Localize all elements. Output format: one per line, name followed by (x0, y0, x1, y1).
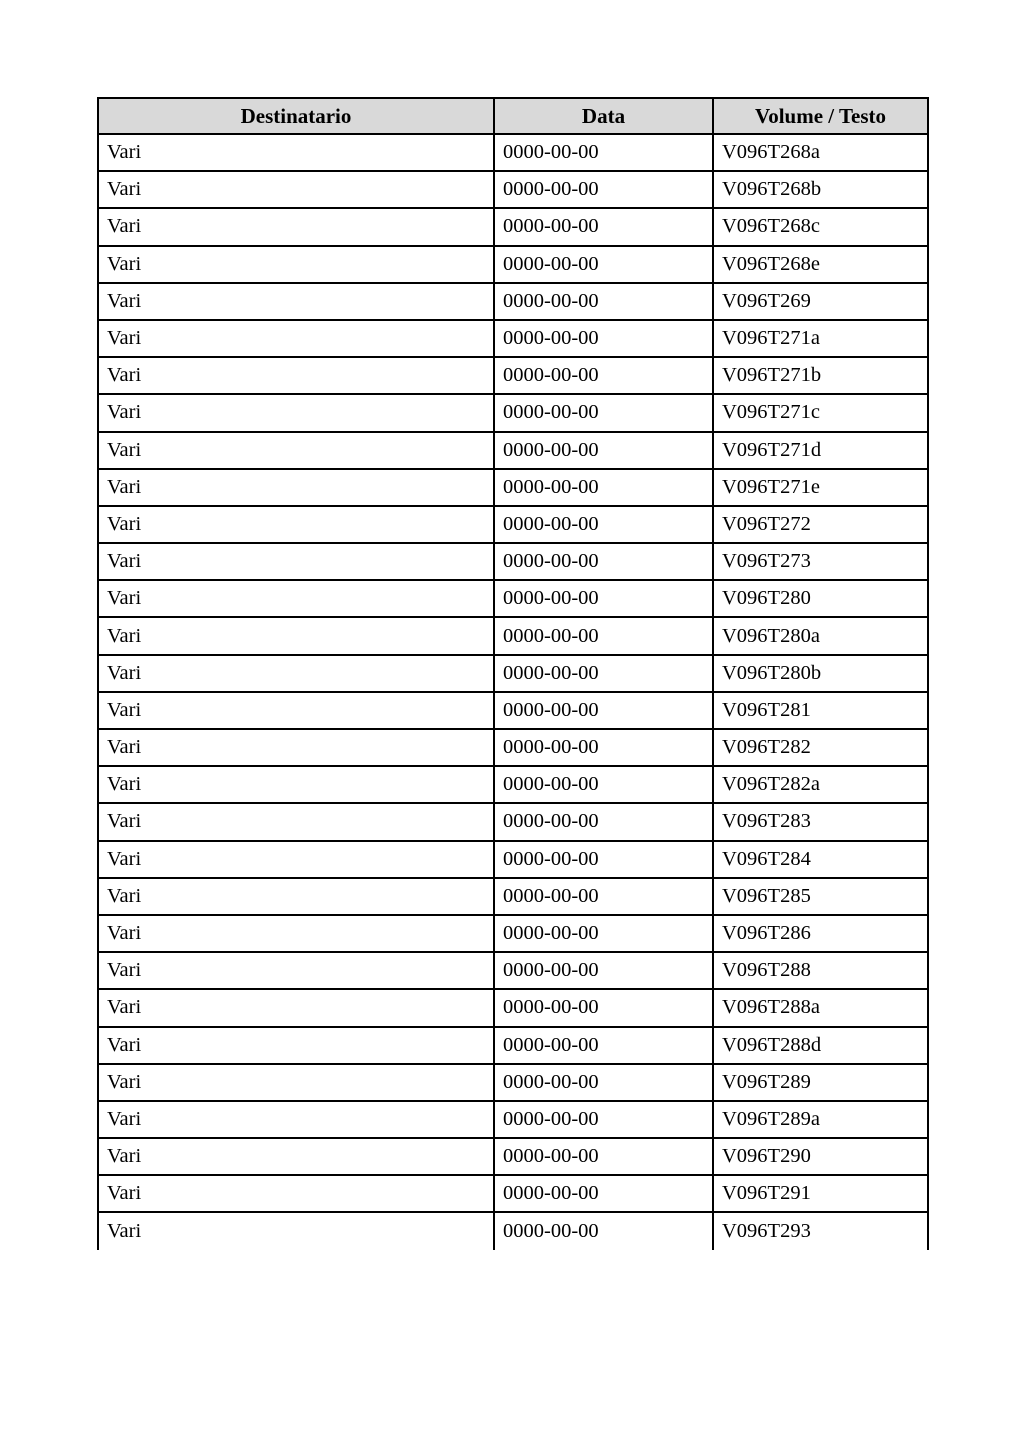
cell-destinatario: Vari (98, 394, 494, 431)
cell-volume: V096T282 (713, 729, 928, 766)
cell-destinatario: Vari (98, 1175, 494, 1212)
table-row (98, 766, 928, 803)
table-row (98, 1027, 928, 1064)
cell-volume: V096T288d (713, 1027, 928, 1064)
cell-volume: V096T293 (713, 1212, 928, 1249)
cell-volume: V096T272 (713, 506, 928, 543)
cell-destinatario: Vari (98, 915, 494, 952)
cell-data: 0000-00-00 (494, 878, 713, 915)
column-header-data: Data (494, 98, 713, 134)
cell-destinatario: Vari (98, 357, 494, 394)
table-row (98, 729, 928, 766)
cell-volume: V096T283 (713, 803, 928, 840)
cell-destinatario: Vari (98, 729, 494, 766)
cell-data: 0000-00-00 (494, 1101, 713, 1138)
cell-volume: V096T280b (713, 655, 928, 692)
table-row (98, 543, 928, 580)
table-row (98, 469, 928, 506)
cell-data: 0000-00-00 (494, 543, 713, 580)
volumes-table (97, 97, 929, 1250)
cell-destinatario: Vari (98, 432, 494, 469)
cell-destinatario: Vari (98, 1101, 494, 1138)
column-header-volume-testo: Volume / Testo (713, 98, 928, 134)
cell-data: 0000-00-00 (494, 357, 713, 394)
cell-destinatario: Vari (98, 171, 494, 208)
cell-volume: V096T271e (713, 469, 928, 506)
cell-destinatario: Vari (98, 134, 494, 171)
cell-volume: V096T286 (713, 915, 928, 952)
table-row (98, 283, 928, 320)
table-row (98, 320, 928, 357)
cell-data: 0000-00-00 (494, 171, 713, 208)
cell-data: 0000-00-00 (494, 989, 713, 1026)
cell-destinatario: Vari (98, 878, 494, 915)
table-row (98, 1212, 928, 1249)
table-row (98, 1175, 928, 1212)
cell-volume: V096T280a (713, 617, 928, 654)
cell-destinatario: Vari (98, 320, 494, 357)
cell-destinatario: Vari (98, 1027, 494, 1064)
cell-volume: V096T271a (713, 320, 928, 357)
cell-volume: V096T289a (713, 1101, 928, 1138)
cell-destinatario: Vari (98, 506, 494, 543)
cell-volume: V096T269 (713, 283, 928, 320)
cell-data: 0000-00-00 (494, 246, 713, 283)
cell-data: 0000-00-00 (494, 841, 713, 878)
cell-destinatario: Vari (98, 1138, 494, 1175)
table-row (98, 803, 928, 840)
table-row (98, 171, 928, 208)
table-row (98, 655, 928, 692)
cell-destinatario: Vari (98, 246, 494, 283)
cell-destinatario: Vari (98, 1212, 494, 1249)
cell-data: 0000-00-00 (494, 1027, 713, 1064)
table-row (98, 617, 928, 654)
table-row (98, 989, 928, 1026)
cell-data: 0000-00-00 (494, 506, 713, 543)
table-row (98, 208, 928, 245)
table-row (98, 952, 928, 989)
cell-volume: V096T288a (713, 989, 928, 1026)
cell-data: 0000-00-00 (494, 134, 713, 171)
table-row (98, 692, 928, 729)
cell-data: 0000-00-00 (494, 617, 713, 654)
table-row (98, 1064, 928, 1101)
cell-data: 0000-00-00 (494, 729, 713, 766)
table-row (98, 878, 928, 915)
cell-volume: V096T282a (713, 766, 928, 803)
cell-volume: V096T288 (713, 952, 928, 989)
cell-volume: V096T284 (713, 841, 928, 878)
cell-data: 0000-00-00 (494, 952, 713, 989)
cell-volume: V096T281 (713, 692, 928, 729)
cell-data: 0000-00-00 (494, 283, 713, 320)
cell-destinatario: Vari (98, 989, 494, 1026)
cell-data: 0000-00-00 (494, 469, 713, 506)
cell-destinatario: Vari (98, 655, 494, 692)
cell-data: 0000-00-00 (494, 208, 713, 245)
cell-data: 0000-00-00 (494, 1212, 713, 1249)
cell-volume: V096T285 (713, 878, 928, 915)
cell-destinatario: Vari (98, 469, 494, 506)
cell-destinatario: Vari (98, 1064, 494, 1101)
cell-destinatario: Vari (98, 841, 494, 878)
cell-volume: V096T280 (713, 580, 928, 617)
table-row (98, 1138, 928, 1175)
cell-destinatario: Vari (98, 952, 494, 989)
cell-data: 0000-00-00 (494, 432, 713, 469)
table-row (98, 394, 928, 431)
cell-volume: V096T268b (713, 171, 928, 208)
cell-destinatario: Vari (98, 766, 494, 803)
cell-data: 0000-00-00 (494, 655, 713, 692)
cell-volume: V096T268a (713, 134, 928, 171)
cell-data: 0000-00-00 (494, 803, 713, 840)
cell-destinatario: Vari (98, 543, 494, 580)
header-row (98, 98, 928, 134)
table-row (98, 915, 928, 952)
cell-data: 0000-00-00 (494, 692, 713, 729)
cell-destinatario: Vari (98, 617, 494, 654)
table-row (98, 506, 928, 543)
cell-volume: V096T291 (713, 1175, 928, 1212)
cell-data: 0000-00-00 (494, 580, 713, 617)
cell-volume: V096T273 (713, 543, 928, 580)
cell-volume: V096T271c (713, 394, 928, 431)
table-row (98, 246, 928, 283)
table-row (98, 134, 928, 171)
cell-data: 0000-00-00 (494, 1064, 713, 1101)
cell-volume: V096T268c (713, 208, 928, 245)
cell-destinatario: Vari (98, 692, 494, 729)
cell-volume: V096T268e (713, 246, 928, 283)
cell-data: 0000-00-00 (494, 320, 713, 357)
table-row (98, 580, 928, 617)
table-body (98, 134, 928, 1250)
cell-data: 0000-00-00 (494, 766, 713, 803)
table-row (98, 1101, 928, 1138)
cell-volume: V096T271b (713, 357, 928, 394)
cell-volume: V096T271d (713, 432, 928, 469)
cell-volume: V096T289 (713, 1064, 928, 1101)
cell-destinatario: Vari (98, 803, 494, 840)
cell-data: 0000-00-00 (494, 1175, 713, 1212)
table-row (98, 841, 928, 878)
table-row (98, 357, 928, 394)
cell-data: 0000-00-00 (494, 915, 713, 952)
cell-data: 0000-00-00 (494, 1138, 713, 1175)
cell-destinatario: Vari (98, 208, 494, 245)
cell-volume: V096T290 (713, 1138, 928, 1175)
cell-destinatario: Vari (98, 283, 494, 320)
cell-data: 0000-00-00 (494, 394, 713, 431)
column-header-destinatario: Destinatario (98, 98, 494, 134)
cell-destinatario: Vari (98, 580, 494, 617)
table-row (98, 432, 928, 469)
